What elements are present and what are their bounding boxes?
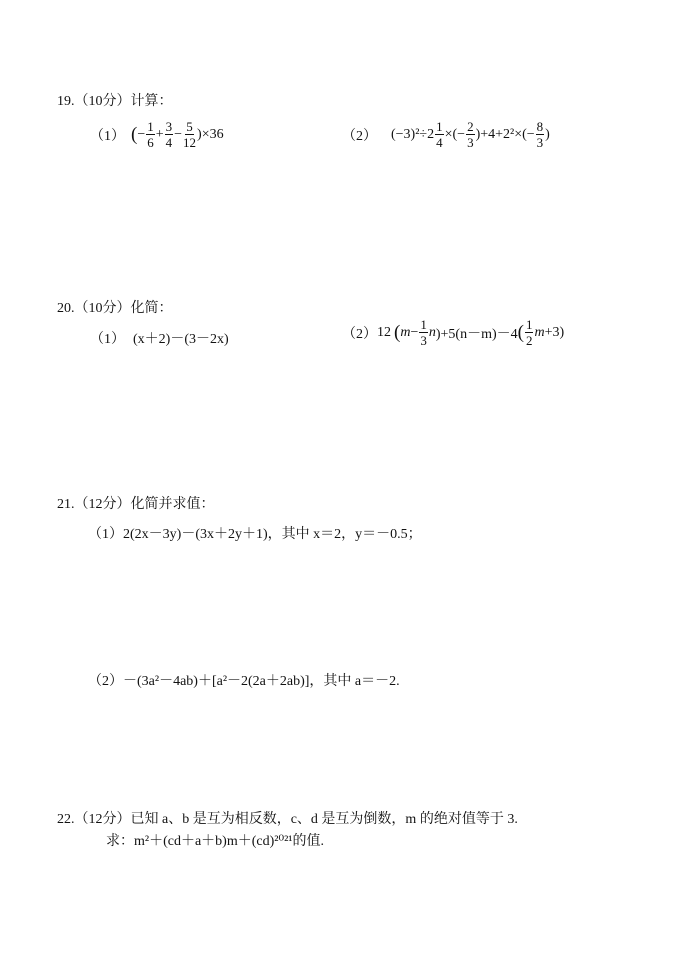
- q19-part2-label: （2）: [342, 128, 377, 144]
- q20-part1-label: （1）: [90, 332, 125, 347]
- q19-part2: （2） (−3)²÷2 $\frac{1}{4}$ ×(− $\frac{2}{3}$ )+4+2²×(− $\frac{8}{3}$ ): [342, 119, 550, 150]
- q19-part1: （1） ( − $\frac{1}{6}$ + $\frac{3}{4}$ − $\frac{5}{12}$ )×36: [90, 119, 224, 150]
- q20-part1: [90, 328, 229, 348]
- fraction: $\frac{1}{4}$: [436, 119, 443, 150]
- q21-part1: （1）2(2x－3y)－(3x＋2y＋1)，其中 x＝2，y＝－0.5；: [88, 527, 422, 542]
- q19-title: 19.（10分）计算：: [57, 94, 173, 109]
- q20-title: 20.（10分）化简：: [57, 301, 173, 316]
- q19-part1-label: （1）: [90, 128, 125, 144]
- q21-part2: （2）－(3a²－4ab)＋[a²－2(2a＋2ab)]，其中 a＝－2.: [88, 674, 400, 689]
- q20-part1-expr: (x＋2)－(3－2x): [133, 332, 229, 347]
- q22-title: 22.（12分）已知 a、b 是互为相反数，c、d 是互为倒数，m 的绝对值等于 3.: [57, 812, 518, 827]
- fraction: $\frac{2}{3}$: [467, 119, 474, 150]
- q21-title: 21.（12分）化简并求值：: [57, 497, 215, 512]
- fraction: $\frac{1}{6}$: [147, 119, 154, 150]
- q22-line2: 求：m²＋(cd＋a＋b)m＋(cd)²⁰²¹的值.: [106, 834, 324, 849]
- fraction: $\frac{8}{3}$: [536, 119, 544, 150]
- q20-part2: （2） 12 ( m − $\frac{1}{3}$ n )+5(n－m)－4 ( $\frac{1}{2}$ m +3): [342, 317, 565, 348]
- fraction: $\frac{1}{2}$: [525, 317, 533, 348]
- fraction: $\frac{1}{3}$: [420, 317, 427, 348]
- q20-part2-label: （2）: [342, 326, 377, 342]
- fraction: $\frac{5}{12}$: [183, 119, 197, 150]
- fraction: $\frac{3}{4}$: [165, 119, 173, 150]
